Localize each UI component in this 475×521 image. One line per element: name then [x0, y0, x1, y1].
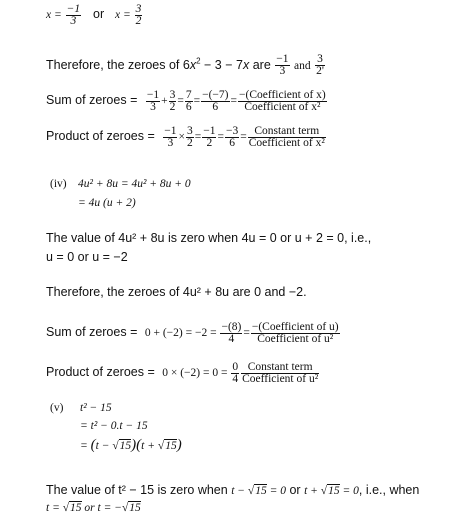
sum-of-zeroes-2: Sum of zeroes = 0 + (−2) = −2 = $\frac{-(8)}{4}$ = $\frac{\text{−(Coefficient of u)}}{\text{Coefficient of u²}}$: [46, 321, 339, 345]
part-iv-line-2: = 4u (u + 2): [78, 197, 136, 209]
sum1-frac-d: $\frac{-(-7)}{6}$: [202, 89, 229, 113]
product-of-zeroes-1: Product of zeroes = $\frac{-1}{3}$ × $\frac{3}{2}$ = $\frac{-1}{2}$ = $\frac{-3}{6}$ = $\frac{\text{Constant term}}{\text{Coefficient of x²}}$: [46, 125, 325, 149]
part-iv-line-1: 4u² + 8u = 4u² + 8u + 0: [78, 178, 191, 190]
para-v-solution: t = √15 or t = −√15: [46, 502, 141, 514]
sum2-label: Sum of zeroes =: [46, 325, 138, 340]
and-text: and: [294, 59, 311, 72]
zero-1-fraction: $\frac{-1}{3}$: [276, 53, 289, 77]
poly-rest: − 3 − 7: [204, 57, 243, 72]
are-text: are: [252, 57, 271, 72]
sum1-frac-a: $\frac{-1}{3}$: [146, 89, 160, 113]
part-v-label: (v): [50, 402, 64, 414]
sum-label: Sum of zeroes =: [46, 93, 138, 108]
sum-of-zeroes-1: Sum of zeroes = $\frac{-1}{3}$ + $\frac{3}{2}$ = $\frac{7}{6}$ = $\frac{-(-7)}{6}$ = $\frac{\text{−(Coefficient of x)}}{\text{Coefficient of x²}}$: [46, 89, 326, 113]
root-2-fraction: $\frac{3}{2}$: [135, 3, 142, 27]
prod1-frac-e: $\frac{\text{Constant term}}{\text{Coefficient of x²}}$: [248, 125, 325, 149]
prod2-expr: 0 × (−2) = 0 =: [162, 367, 228, 380]
para-v-eq-1: t − √15 = 0: [231, 485, 286, 497]
or-text: or: [93, 7, 105, 22]
para-v-1: [46, 483, 419, 497]
prod1-frac-a: $\frac{-1}{3}$: [164, 125, 177, 149]
prod1-frac-b: $\frac{3}{2}$: [186, 125, 193, 149]
para-v-eq-2: t + √15 = 0: [304, 485, 359, 497]
sum2-expr: 0 + (−2) = −2 =: [144, 327, 217, 340]
para-iv-1: The value of 4u² + 8u is zero when 4u = 0 or u + 2 = 0, i.e.,: [46, 231, 372, 245]
sum1-frac-c: $\frac{7}{6}$: [185, 89, 192, 113]
para-v-text-2: , i.e., when: [358, 483, 420, 497]
prod2-frac-b: $\frac{\text{Constant term}}{\text{Coefficient of u²}}$: [242, 361, 319, 385]
part-v-line-3: = (t − √15)(t + √15): [80, 437, 182, 453]
part-v-line-1: t² − 15: [80, 402, 112, 414]
root-2-lhs: x =: [115, 9, 131, 22]
prod2-label: Product of zeroes =: [46, 365, 155, 380]
roots-line: [46, 4, 143, 27]
zeroes-prefix: Therefore, the zeroes of 6: [46, 57, 190, 72]
para-iv-3: Therefore, the zeroes of 4u² + 8u are 0 and −2.: [46, 285, 307, 299]
product-label: Product of zeroes =: [46, 129, 155, 144]
part-v-line-2: = t² − 0.t − 15: [80, 420, 148, 432]
zeroes-statement: Therefore, the zeroes of $6x^2 - 3 - 7x$ are $\frac{-1}{3}$ and $\frac{3}{2'}$: [46, 53, 324, 77]
prod1-frac-d: $\frac{-3}{6}$: [225, 125, 239, 149]
root-1-fraction: $\frac{-1}{3}$: [66, 3, 81, 27]
prod2-frac-a: $\frac{0}{4}$: [232, 361, 239, 385]
sum2-frac-a: $\frac{-(8)}{4}$: [221, 321, 242, 345]
sum1-frac-b: $\frac{3}{2}$: [169, 89, 176, 113]
para-v-text-1: The value of t² − 15 is zero when: [46, 483, 228, 497]
root-1-lhs: x =: [46, 9, 62, 22]
para-iv-2: u = 0 or u = −2: [46, 250, 128, 264]
product-of-zeroes-2: [46, 362, 320, 385]
sum2-frac-b: $\frac{\text{−(Coefficient of u)}}{\text{Coefficient of u²}}$: [251, 321, 339, 345]
sum1-frac-e: $\frac{\text{−(Coefficient of x)}}{\text{Coefficient of x²}}$: [239, 89, 326, 113]
para-v-or: or: [289, 483, 301, 497]
part-iv-label: (iv): [50, 178, 67, 190]
prod1-frac-c: $\frac{-1}{2}$: [203, 125, 216, 149]
zero-2-fraction: $\frac{3}{2'}$: [316, 53, 324, 77]
